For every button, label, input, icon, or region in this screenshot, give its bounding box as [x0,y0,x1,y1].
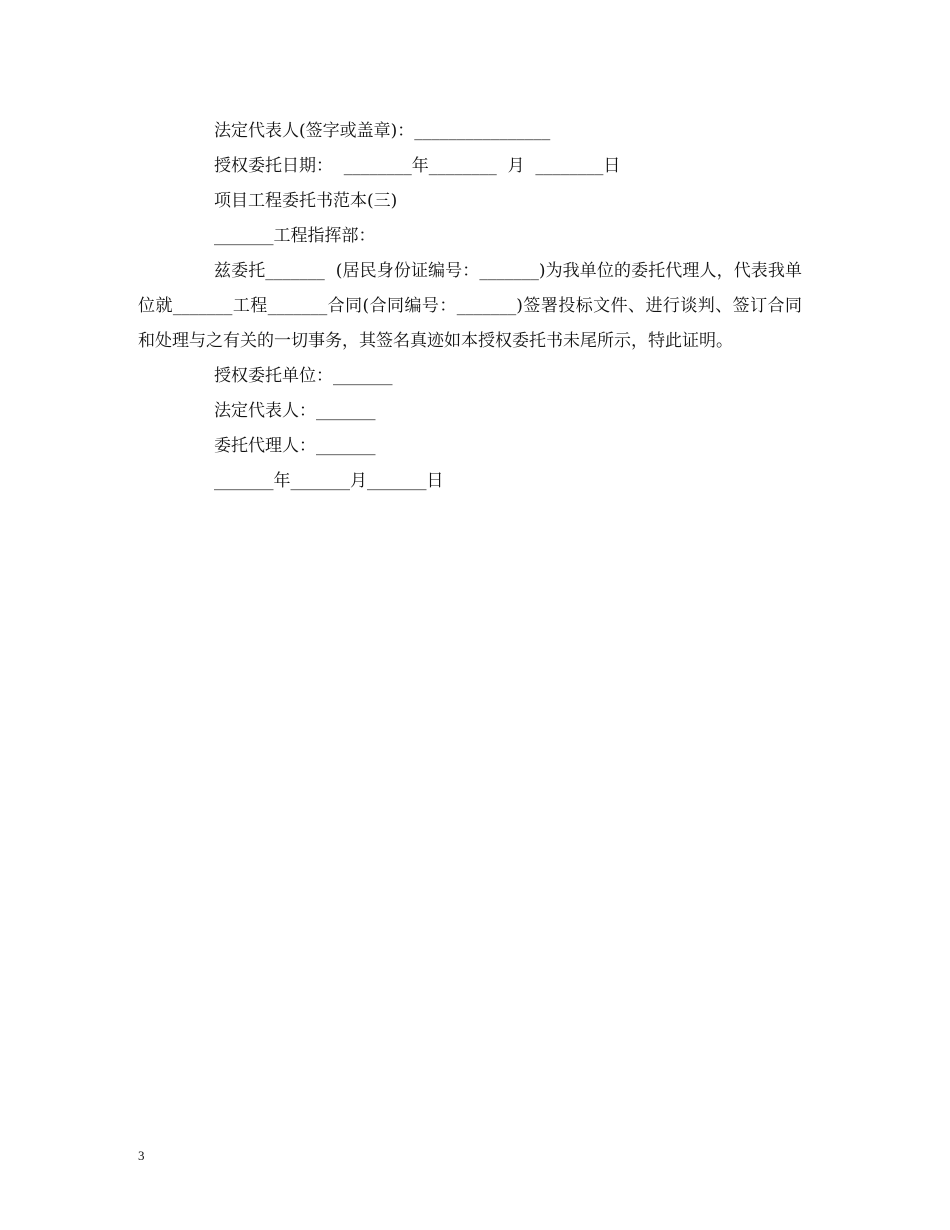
addressee-line: _______工程指挥部： [214,226,376,246]
date-line: _______年_______月_______日 [214,471,444,491]
document-body [138,114,802,499]
body-paragraph: 兹委托_______ (居民身份证编号：_______)为我单位的委托代理人，代表我单位就_______工程_______合同(合同编号：_______)签署投标文件、进行谈判、签订合同和处理与之有关的一切事务，其签名真迹如本授权委托书未尾所示，特此证明。 [138,261,802,351]
section-title: 项目工程委托书范本(三) [214,191,398,211]
authorizing-unit-line: 授权委托单位：_______ [214,366,393,386]
authorization-date-line: 授权委托日期： ________年________ 月 ________日 [214,156,621,176]
page-number: 3 [138,1148,145,1163]
legal-representative-line: 法定代表人：_______ [214,401,376,421]
authorized-agent-line: 委托代理人：_______ [214,436,376,456]
legal-rep-signature-line: 法定代表人(签字或盖章)：________________ [214,121,551,141]
